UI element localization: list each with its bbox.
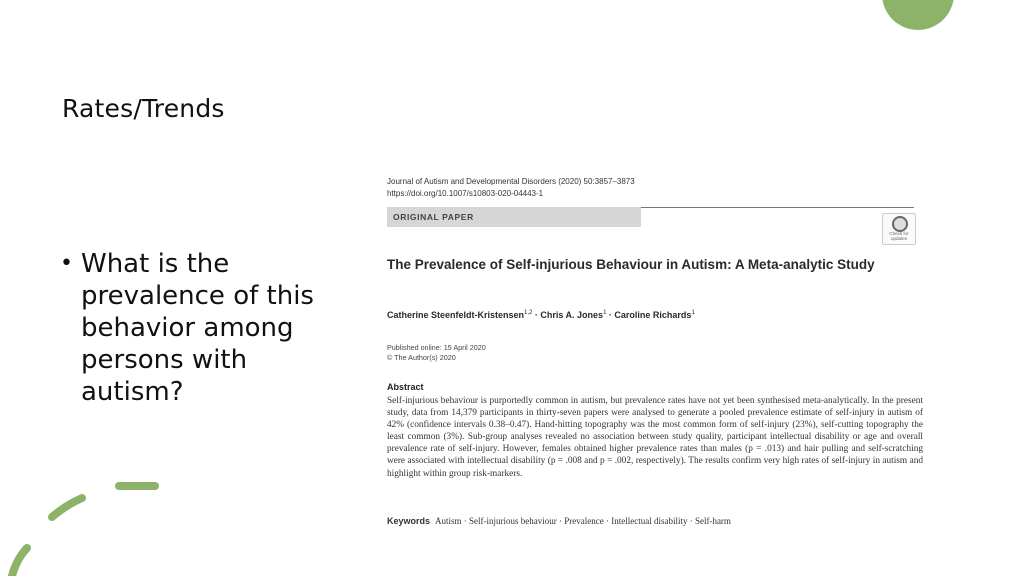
author-separator: · [532,310,541,320]
abstract-heading: Abstract [387,382,424,392]
abstract-text: Self-injurious behaviour is purportedly common in autism, but prevalence rates have not yet been synthesised meta-analytically. In the present study, data from 14,379 participants in thirty-seven papers were analysed to generate a pooled prevalence estimate of self-injury in autism of 42% (confidence intervals 0.38–0.47). Hand-hitting topography was the most common form of self-injury (23%), self-cutting topography the least common (3%). Sub-group analyses revealed no association between study quality, participant intellectual disability or age and overall prevalence rate of self-injury. However, females obtained higher prevalence rates than males (p = .013) and hair pulling and self-scratching were associated with intellectual disability (p = .008 and p = .002, respectively). The results confirm very high rates of self-injury in autism and highlight within group risk-markers. [387,396,923,479]
author-affiliation: 1 [603,310,607,316]
decorative-dashes [0,470,180,576]
author-affiliation: 1 [691,310,695,316]
check-badge-label: Check for updates [889,231,909,241]
dash-middle [52,498,82,517]
dash-bottom [12,548,27,576]
published-date: Published online: 15 April 2020 [387,343,486,352]
section-banner [387,207,641,227]
bullet-list [60,248,345,408]
paper-image [378,166,926,540]
check-for-updates-icon [882,213,916,245]
slide-title: Rates/Trends [62,94,225,123]
journal-info [387,176,635,199]
copyright: © The Author(s) 2020 [387,353,456,362]
section-label: ORIGINAL PAPER [393,212,474,222]
publication-info [387,343,486,363]
journal-citation: Journal of Autism and Developmental Disorders (2020) 50:3857–3873 [387,177,635,186]
author-name: Chris A. Jones [540,310,604,320]
keywords-heading: Keywords [387,516,431,526]
author-name: Catherine Steenfeldt-Kristensen [387,310,525,320]
paper-title: The Prevalence of Self-injurious Behaviour in Autism: A Meta-analytic Study [387,257,875,272]
keywords [387,516,731,526]
author-affiliation: 1,2 [524,310,533,316]
keywords-list: Autism · Self-injurious behaviour · Prevalence · Intellectual disability · Self-harm [435,516,731,526]
bullet-item: • What is the prevalence of this behavior among persons with autism? [60,248,345,408]
author-separator: · [606,310,615,320]
author-list [387,310,695,320]
decorative-circle [882,0,954,30]
badge-ring-icon [892,216,908,232]
header-rule [641,207,914,208]
doi-link: https://doi.org/10.1007/s10803-020-04443-1 [387,188,544,198]
author-name: Caroline Richards [614,310,692,320]
